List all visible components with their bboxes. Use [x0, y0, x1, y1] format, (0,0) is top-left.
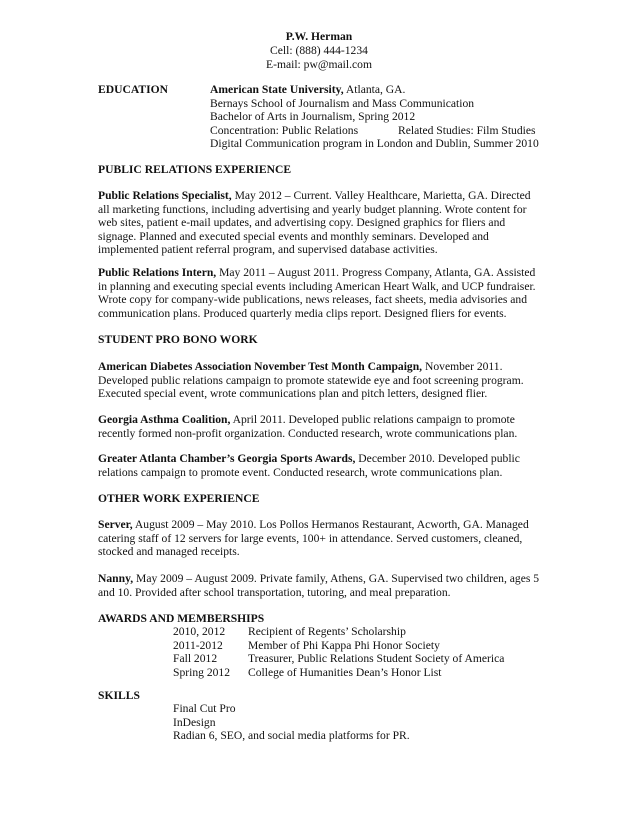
job-title: Server,	[98, 518, 133, 531]
school-line	[210, 83, 540, 97]
email-address: E-mail: pw@mail.com	[266, 58, 372, 71]
project-description: November 2011. Developed public relations campaign to promote statewide eye and foot screening program. Executed special event, wrote communications plan and pitch letters, designed flier.	[98, 360, 524, 401]
contact-header	[0, 30, 638, 72]
job-description: May 2009 – August 2009. Private family, Athens, GA. Supervised two children, ages 5 and 10. Provided after school transportation, tutoring, and meal preparation.	[98, 572, 540, 599]
related-studies: Related Studies: Film Studies	[398, 123, 536, 137]
award-date: Spring 2012	[173, 665, 231, 679]
education-line: Bernays School of Journalism and Mass Communication	[210, 96, 475, 110]
cell-phone: Cell: (888) 444-1234	[270, 44, 368, 57]
job-entry	[98, 189, 542, 257]
skill-item: InDesign	[173, 715, 216, 729]
job-description: May 2011 – August 2011. Progress Company, Atlanta, GA. Assisted in planning and executing special events including American Heart Walk, and UCP fundraiser. Wrote copy for company-wide publications, news releases, fact sheets, media advisories and communication plans. Produced quarterly media clips report. Designed fliers for events.	[98, 266, 536, 320]
project-description: April 2011. Developed public relations campaign to promote recently formed non-profit organization. Conducted research, wrote communications plan.	[98, 413, 518, 440]
awards-table	[173, 625, 504, 679]
concentration-row	[210, 124, 540, 138]
other-work-heading: OTHER WORK EXPERIENCE	[98, 492, 260, 505]
pro-bono-entry	[98, 360, 542, 401]
awards-heading: AWARDS AND MEMBERSHIPS	[98, 612, 265, 625]
job-entry	[98, 572, 542, 599]
skills-list	[173, 702, 410, 743]
education-heading: EDUCATION	[98, 83, 168, 96]
education-details	[210, 83, 540, 151]
pr-experience-heading: PUBLIC RELATIONS EXPERIENCE	[98, 163, 292, 176]
award-row	[173, 625, 504, 639]
award-description: Treasurer, Public Relations Student Society of America	[248, 652, 505, 666]
candidate-name: P.W. Herman	[285, 30, 353, 43]
pro-bono-heading: STUDENT PRO BONO WORK	[98, 333, 258, 346]
award-date: 2010, 2012	[173, 625, 226, 638]
award-row	[173, 666, 504, 680]
school-name: American State University,	[210, 83, 344, 96]
project-description: December 2010. Developed public relations campaign to promote event. Conducted research, wrote communications plan.	[98, 452, 520, 479]
education-line: Bachelor of Arts in Journalism, Spring 2012	[210, 110, 416, 124]
project-title: Georgia Asthma Coalition,	[98, 413, 231, 426]
job-title: Public Relations Intern,	[98, 266, 217, 279]
job-title: Public Relations Specialist,	[98, 189, 232, 202]
award-description: College of Humanities Dean’s Honor List	[248, 665, 442, 679]
pro-bono-entry	[98, 413, 542, 440]
award-row	[173, 639, 504, 653]
concentration: Concentration: Public Relations	[210, 123, 359, 137]
pro-bono-entry	[98, 452, 542, 479]
award-row	[173, 652, 504, 666]
project-title: Greater Atlanta Chamber’s Georgia Sports Awards,	[98, 452, 356, 465]
job-title: Nanny,	[98, 572, 134, 585]
skill-item: Final Cut Pro	[173, 702, 236, 715]
project-title: American Diabetes Association November Test Month Campaign,	[98, 360, 423, 373]
award-description: Member of Phi Kappa Phi Honor Society	[248, 638, 440, 652]
job-description: May 2012 – Current. Valley Healthcare, Marietta, GA. Directed all marketing functions, including advertising and yearly budget planning. Wrote content for web sites, patient e-mail updates, and advertising copy. Designed graphics for fliers and signage. Planned and executed special events and monthly seminars. Developed and implemented patient referral program, and supervised database activities.	[98, 189, 531, 257]
skills-heading: SKILLS	[98, 689, 140, 702]
job-description: August 2009 – May 2010. Los Pollos Hermanos Restaurant, Acworth, GA. Managed catering staff of 12 servers for large events, 100+ in attendance. Served customers, cleaned, stocked and managed receipts.	[98, 518, 529, 559]
skill-item: Radian 6, SEO, and social media platforms for PR.	[173, 729, 410, 743]
job-entry	[98, 518, 542, 559]
award-date: 2011-2012	[173, 638, 223, 652]
award-date: Fall 2012	[173, 652, 218, 666]
study-abroad-program: Digital Communication program in London and Dublin, Summer 2010	[210, 137, 539, 151]
school-location: Atlanta, GA.	[343, 83, 406, 96]
job-entry	[98, 266, 542, 320]
award-description: Recipient of Regents’ Scholarship	[248, 625, 406, 638]
